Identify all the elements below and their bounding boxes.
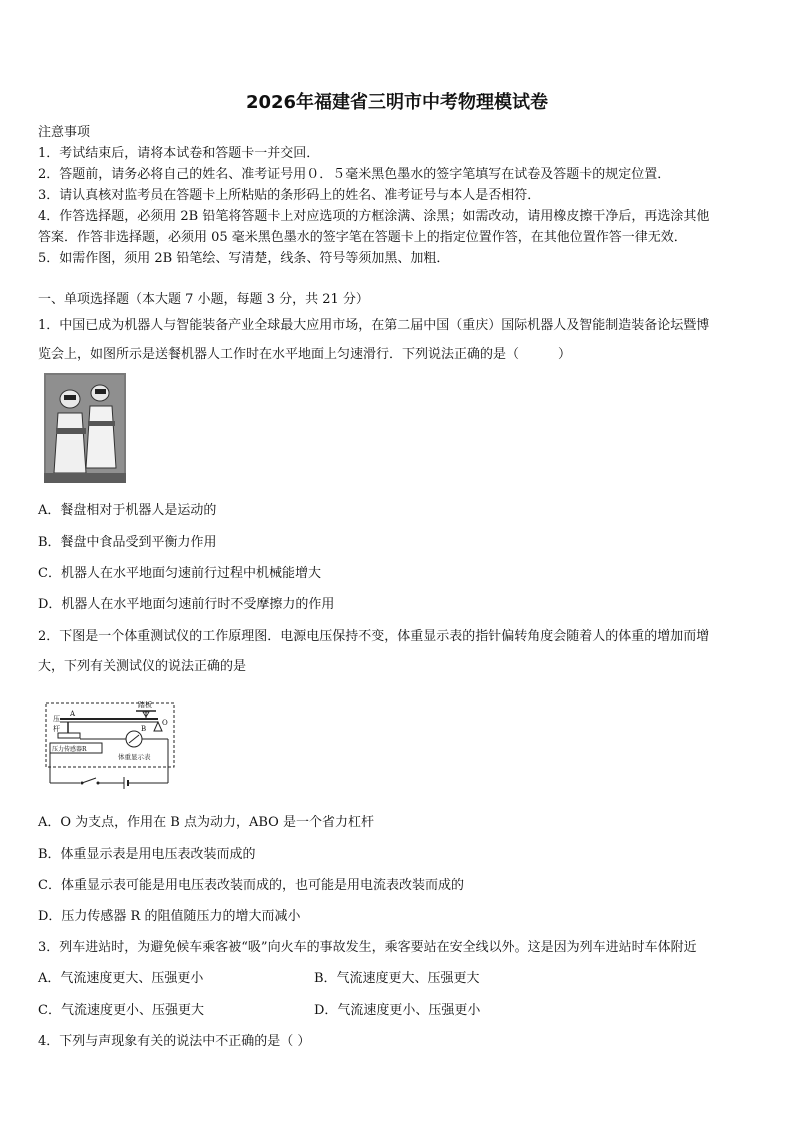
question-stem: 3．列车进站时，为避免候车乘客被“吸”向火车的事故发生，乘客要站在安全线以外。这是因为列车进站时车体附近 [38, 940, 697, 955]
option-d: D．气流速度更小、压强更小 [314, 1003, 481, 1018]
label-meter: 体重显示表 [118, 753, 151, 761]
label-b: B [141, 725, 147, 733]
robot-photo [44, 373, 126, 483]
option-b: B．体重显示表是用电压表改装而成的 [38, 847, 256, 862]
option-d: D．压力传感器 R 的阻值随压力的增大而减小 [38, 909, 301, 924]
option-a: A．O 为支点，作用在 B 点为动力，ABO 是一个省力杠杆 [38, 815, 374, 830]
notice-item: 5．如需作图，须用 2B 铅笔绘、写清楚，线条、符号等须加黑、加粗． [38, 251, 450, 266]
notice-item: 2．答题前，请务必将自己的姓名、准考证号用０．５毫米黑色墨水的签字笔填写在试卷及答题卡的规定位置． [38, 167, 671, 182]
section-heading: 一、单项选择题（本大题 7 小题，每题 3 分，共 21 分） [38, 292, 369, 307]
option-d: D．机器人在水平地面匀速前行时不受摩擦力的作用 [38, 597, 335, 612]
notice-item: 1．考试结束后，请将本试卷和答题卡一并交回． [38, 146, 320, 161]
question-stem: 4．下列与声现象有关的说法中不正确的是（ ） [38, 1034, 311, 1049]
question-stem: 1．中国已成为机器人与智能装备产业全球最大应用市场，在第二届中国（重庆）国际机器人及智能制造装备论坛暨博 [38, 318, 710, 333]
question-stem: 大，下列有关测试仪的说法正确的是 [38, 659, 247, 674]
notice-item: 答案．作答非选择题，必须用 05 毫米黑色墨水的签字笔在答题卡上的指定位置作答，在其他位置作答一律无效． [38, 230, 687, 245]
label-lever-1: 压 [53, 715, 60, 723]
option-a: A．气流速度更大、压强更小 [38, 971, 204, 986]
option-b: B．餐盘中食品受到平衡力作用 [38, 535, 217, 550]
page-title: 2026年福建省三明市中考物理模试卷 [245, 92, 549, 113]
option-c: C．气流速度更小、压强更大 [38, 1003, 204, 1018]
label-board: 踏板 [138, 701, 152, 709]
option-c: C．体重显示表可能是用电压表改装而成的，也可能是用电流表改装而成的 [38, 878, 464, 893]
option-a: A．餐盘相对于机器人是运动的 [38, 503, 217, 518]
notice-item: 4．作答选择题，必须用 2B 铅笔将答题卡上对应选项的方框涂满、涂黑；如需改动，请用橡皮擦干净后，再选涂其他 [38, 209, 710, 224]
notice-item: 3．请认真核对监考员在答题卡上所粘贴的条形码上的姓名、准考证号与本人是否相符． [38, 188, 541, 203]
question-stem: 览会上，如图所示是送餐机器人工作时在水平地面上匀速滑行．下列说法正确的是（ ） [38, 347, 572, 362]
label-sensor: 压力传感器R [52, 746, 87, 753]
scale-circuit-diagram [40, 695, 180, 793]
question-stem: 2．下图是一个体重测试仪的工作原理图．电源电压保持不变，体重显示表的指针偏转角度会随着人的体重的增加而增 [38, 629, 710, 644]
label-a: A [70, 710, 76, 718]
option-c: C．机器人在水平地面匀速前行过程中机械能增大 [38, 566, 321, 581]
notice-heading: 注意事项 [38, 125, 91, 140]
option-b: B．气流速度更大、压强更大 [314, 971, 480, 986]
label-lever-2: 杆 [53, 725, 60, 733]
label-o: O [162, 719, 168, 727]
